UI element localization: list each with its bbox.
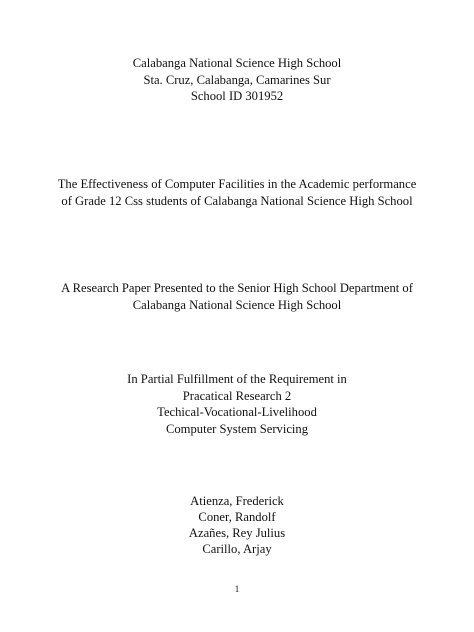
school-header (0, 55, 474, 105)
paper-title (0, 176, 474, 209)
page-number: 1 (234, 584, 240, 594)
paper-title-line-2: of Grade 12 Css students of Calabanga National Science High School (61, 193, 413, 208)
presentation-line-1: A Research Paper Presented to the Senior High School Department of (61, 281, 413, 295)
school-address: Sta. Cruz, Calabanga, Camarines Sur (143, 72, 331, 87)
fulfillment-line-4: Computer System Servicing (165, 421, 309, 436)
presentation-line-2: Calabanga National Science High School (132, 297, 342, 312)
author-name: Atienza, Frederick (190, 494, 284, 508)
fulfillment-line-3: Techical-Vocational-Livelihood (157, 405, 317, 420)
fulfillment-line-2: Pracatical Research 2 (182, 388, 292, 403)
fulfillment-line-1: In Partial Fulfillment of the Requirement in (127, 372, 347, 386)
author-name: Azañes, Rey Julius (188, 526, 286, 540)
paper-title-line-1: The Effectiveness of Computer Facilities in the Academic performance (57, 177, 417, 191)
author-name: Carillo, Arjay (202, 542, 272, 556)
author-list (0, 493, 474, 557)
author-name: Coner, Randolf (198, 510, 276, 524)
presentation-statement (0, 280, 474, 313)
school-name: Calabanga National Science High School (132, 56, 342, 70)
fulfillment-statement (0, 371, 474, 437)
school-id: School ID 301952 (190, 89, 284, 104)
